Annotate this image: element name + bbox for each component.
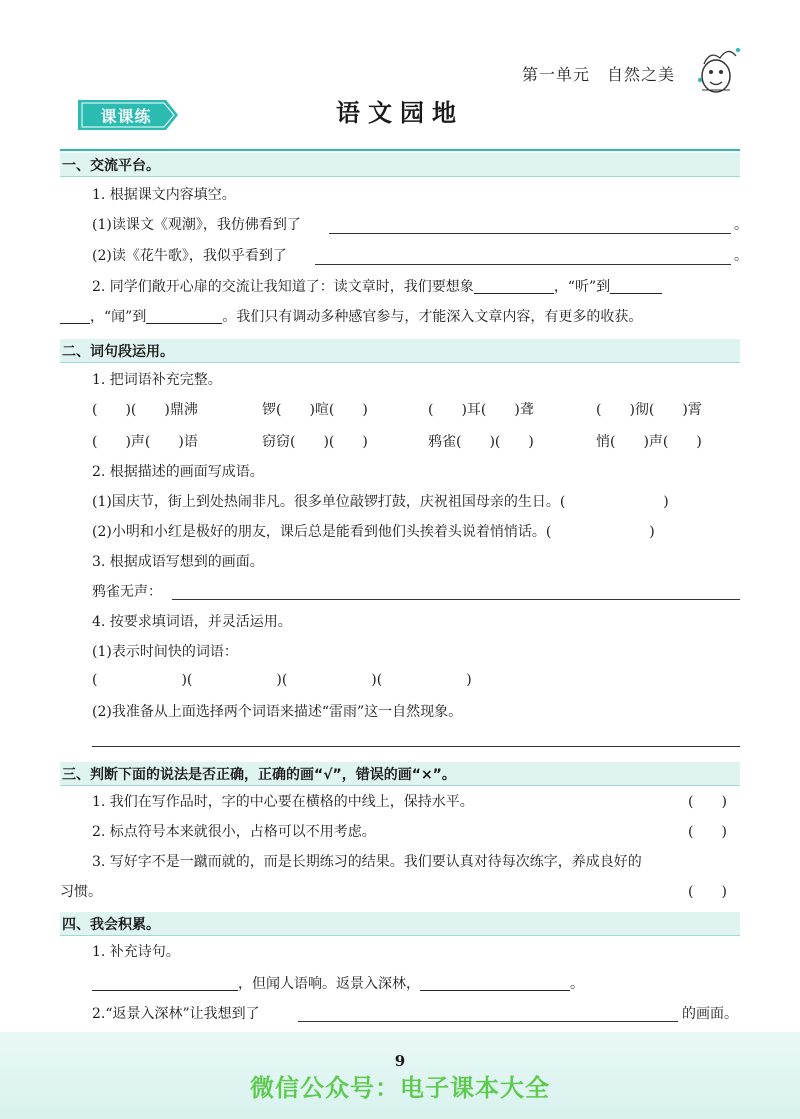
s4-q1-blank-1[interactable]: [92, 975, 238, 991]
title-divider: [60, 149, 740, 151]
s3-q2: 2. 标点符号本来就很小，占格可以不用考虑。: [92, 824, 376, 840]
s1-q1: 1. 根据课文内容填空。: [92, 187, 236, 203]
wechat-watermark: 微信公众号：电子课本大全: [250, 1074, 550, 1102]
s4-q1-poem-line: [92, 974, 584, 994]
s1-q2-blank-3[interactable]: [146, 308, 222, 324]
s2-row1-item-2[interactable]: 锣( )喧( ): [262, 402, 368, 418]
s1-q2-part-a: 2. 同学们敞开心扉的交流让我知道了：读文章时，我们要想象: [92, 279, 474, 295]
s2-q3: 3. 根据成语写想到的画面。: [92, 554, 264, 570]
s1-q1-2-period: 。: [734, 248, 748, 264]
s2-q1: 1. 把词语补充完整。: [92, 372, 222, 388]
section-3-heading: 三、判断下面的说法是否正确，正确的画“√”，错误的画“×”。: [62, 767, 456, 783]
s2-q2: 2. 根据描述的画面写成语。: [92, 464, 264, 480]
section-1-header: [60, 153, 740, 177]
mascot-illustration: [690, 40, 746, 100]
s2-row2-item-4[interactable]: 悄( )声( ): [596, 434, 702, 450]
s1-q2-blank-1[interactable]: [474, 278, 554, 294]
s1-q1-1-text: (1)读课文《观潮》，我仿佛看到了: [92, 217, 301, 233]
unit-label: 第一单元 自然之美: [522, 65, 676, 84]
s2-q3-answer-line[interactable]: [172, 599, 740, 600]
s2-q2-1[interactable]: (1)国庆节，街上到处热闹非凡。很多单位敲锣打鼓，庆祝祖国母亲的生日。( ): [92, 494, 669, 510]
s3-q1: 1. 我们在写作品时，字的中心要在横格的中线上，保持水平。: [92, 794, 474, 810]
s3-q3-line1: 3. 写好字不是一蹴而就的，而是长期练习的结果。我们要认真对待每次练字，养成良好的: [92, 854, 642, 870]
practice-badge: 课课练: [100, 107, 152, 126]
s4-q2-blank[interactable]: [298, 1021, 678, 1022]
s1-q2-part-d: 。我们只有调动多种感官参与，才能深入文章内容，有更多的收获。: [222, 309, 643, 325]
s2-row1-item-4[interactable]: ( )彻( )霄: [596, 402, 702, 418]
page-number: 9: [394, 1052, 406, 1070]
section-1-heading: 一、交流平台。: [62, 158, 160, 174]
section-3-header: [60, 762, 740, 786]
s4-q2-end: 的画面。: [682, 1006, 738, 1022]
s3-q2-answer[interactable]: ( ): [688, 824, 727, 840]
s2-q4-1: (1)表示时间快的词语：: [92, 644, 238, 660]
s2-q4-parens[interactable]: ( )( )( )( ): [92, 672, 472, 688]
s1-q2-part-c: ，“闻”到: [90, 309, 147, 325]
s2-q4-2-answer-line[interactable]: [92, 746, 740, 747]
s1-q2-line1: [92, 277, 662, 297]
s1-q1-1-blank[interactable]: [329, 233, 731, 234]
s3-q1-answer[interactable]: ( ): [688, 794, 727, 810]
page-title: 语文园地: [336, 98, 464, 127]
s1-q2-line2: [60, 307, 642, 327]
s2-q4-2: (2)我准备从上面选择两个词语来描述“雷雨”这一自然现象。: [92, 704, 463, 720]
s1-q2-blank-2[interactable]: [610, 278, 662, 294]
section-2-heading: 二、词句段运用。: [62, 344, 174, 360]
s2-row1-item-1[interactable]: ( )( )鼎沸: [92, 402, 198, 418]
s3-q3-answer[interactable]: ( ): [688, 884, 727, 900]
s2-row2-item-3[interactable]: 鸦雀( )( ): [428, 434, 534, 450]
s3-q3-line2: 习惯。: [60, 884, 102, 900]
s1-q1-1-period: 。: [734, 217, 748, 233]
s2-q4: 4. 按要求填词语，并灵活运用。: [92, 614, 292, 630]
s2-q2-2[interactable]: (2)小明和小红是极好的朋友，课后总是能看到他们头挨着头说着悄悄话。( ): [92, 524, 655, 540]
s1-q2-part-b: ，“听”到: [553, 279, 611, 295]
s2-row2-item-2[interactable]: 窃窃( )( ): [262, 434, 368, 450]
s4-q1-middle: ，但闻人语响。返景入深林，: [238, 976, 420, 992]
s2-row2-item-1[interactable]: ( )声( )语: [92, 434, 198, 450]
s2-q3-label: 鸦雀无声：: [92, 584, 162, 600]
section-2-header: [60, 339, 740, 363]
s1-q1-2-text: (2)读《花牛歌》，我似乎看到了: [92, 248, 287, 264]
section-4-heading: 四、我会积累。: [62, 917, 160, 933]
s2-row1-item-3[interactable]: ( )耳( )聋: [428, 402, 534, 418]
s4-q1-end: 。: [570, 976, 584, 992]
s4-q1-blank-2[interactable]: [420, 975, 570, 991]
s4-q1: 1. 补充诗句。: [92, 944, 180, 960]
section-4-header: [60, 912, 740, 936]
s4-q2-text: 2.“返景入深林”让我想到了: [92, 1006, 260, 1022]
s1-q1-2-blank[interactable]: [315, 264, 731, 265]
s1-q2-blank-2b[interactable]: [60, 308, 90, 324]
